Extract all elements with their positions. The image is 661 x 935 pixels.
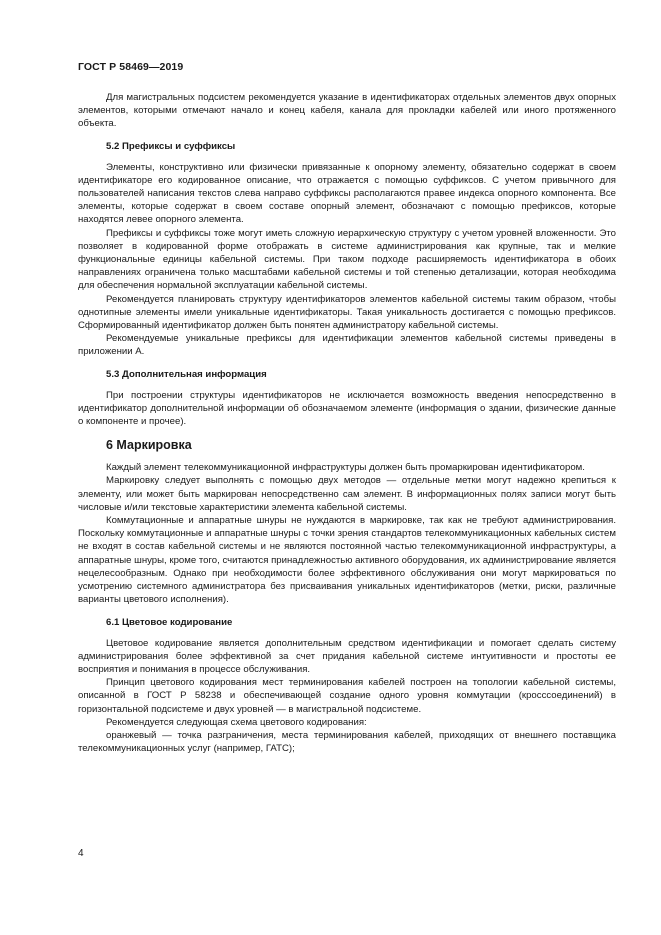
paragraph-patch-cords: Коммутационные и аппаратные шнуры не нуждаются в маркировке, так как не требуют администрирования. Поскольку коммутационные и аппаратные шнуры с точки зрения стандартов телекоммуникационных кабельных систем не входят в состав кабельной системы и не являются постоянной частью телекоммуникационной инфраструктуры, а аппаратные шнуры, кроме того, считаются принадлежностью активного оборудования, их администрирование является нецелесообразным. Однако при необходимости более эффективного обслуживания они могут маркироваться по усмотрению системного администратора без присваивания уникальных идентификаторов (метки, риски, различные варианты цветового исполнения). xyxy=(78,515,616,606)
paragraph-hierarchy: Префиксы и суффиксы тоже могут иметь сложную иерархическую структуру с учетом уровней вложенности. Это позволяет в кодированной форме отображать в системе администрирования как крупные, так и мелкие функциональные единицы кабельной системы. При таком подходе расширяемость идентификатора в обоих направлениях ограничена только масштабами кабельной системы и той степенью детализации, которая необходима для обеспечения нормальной эксплуатации кабельной системы. xyxy=(78,227,616,292)
paragraph-labeling-methods: Маркировку следует выполнять с помощью двух методов — отдельные метки могут надежно крепиться к элементу, или может быть маркирован непосредственно сам элемент. В информационных полях записи могут быть числовые и/или текстовые характеристики элемента кабельной системы. xyxy=(78,475,616,513)
paragraph-orange: оранжевый — точка разграничения, места терминирования кабелей, приходящих от внешнего поставщика телекоммуникационных услуг (например, ГАТС); xyxy=(78,729,616,755)
section-5-2-heading: 5.2 Префиксы и суффиксы xyxy=(106,140,236,152)
paragraph-backbone-identifiers: Для магистральных подсистем рекомендуется указание в идентификаторах отдельных элементов двух опорных элементов, которыми отмечают начало и конец кабеля, канала для прокладки кабелей или иного протяженного объекта. xyxy=(78,92,616,130)
section-6-heading: 6 Маркировка xyxy=(106,438,192,453)
document-body xyxy=(78,91,616,755)
paragraph-labeling-required: Каждый элемент телекоммуникационной инфраструктуры должен быть промаркирован идентификатором. xyxy=(106,462,585,474)
paragraph-suffixes: Элементы, конструктивно или физически привязанные к опорному элементу, обязательно содержат в своем идентификаторе его кодированное описание, что отражается с помощью суффиксов. С учетом привычного для пользователей написания текстов слева направо суффиксы располагаются правее индекса опорного компонента. Все элементы, которые содержат в своем составе опорный элемент, обозначают с помощью префиксов, которые находятся левее опорного элемента. xyxy=(78,161,616,226)
document-header: ГОСТ Р 58469—2019 xyxy=(78,61,184,73)
section-6-1-heading: 6.1 Цветовое кодирование xyxy=(106,616,233,628)
paragraph-color-coding: Цветовое кодирование является дополнительным средством идентификации и помогает сделать систему администрирования более эффективной за счет придания кабельной системе интуитивности и простоты ее восприятия и понимания в процессе обслуживания. xyxy=(78,637,616,675)
paragraph-color-principle: Принцип цветового кодирования мест терминирования кабелей построен на топологии кабельной системы, описанной в ГОСТ Р 58238 и обеспечивающей создание одного уровня коммутации (кросссоединений) в горизонтальной подсистеме и двух уровней — в магистральной подсистеме. xyxy=(78,677,616,715)
paragraph-additional-info: При построении структуры идентификаторов не исключается возможность введения непосредственно в идентификатор дополнительной информации об обозначаемом элементе (информация о здании, физические данные о компоненте и прочее). xyxy=(78,389,616,428)
section-5-3-heading: 5.3 Дополнительная информация xyxy=(106,368,267,380)
page-number: 4 xyxy=(78,848,84,859)
paragraph-unique-identifiers: Рекомендуется планировать структуру идентификаторов элементов кабельной системы таким образом, чтобы однотипные элементы имели уникальные идентификаторы. Такая уникальность достигается с помощью префиксов. Сформированный идентификатор должен быть понятен администратору кабельной системы. xyxy=(78,293,616,332)
paragraph-appendix-reference: Рекомендуемые уникальные префиксы для идентификации элементов кабельной системы приведены в приложении А. xyxy=(78,333,616,358)
paragraph-color-scheme: Рекомендуется следующая схема цветового кодирования: xyxy=(106,716,367,728)
